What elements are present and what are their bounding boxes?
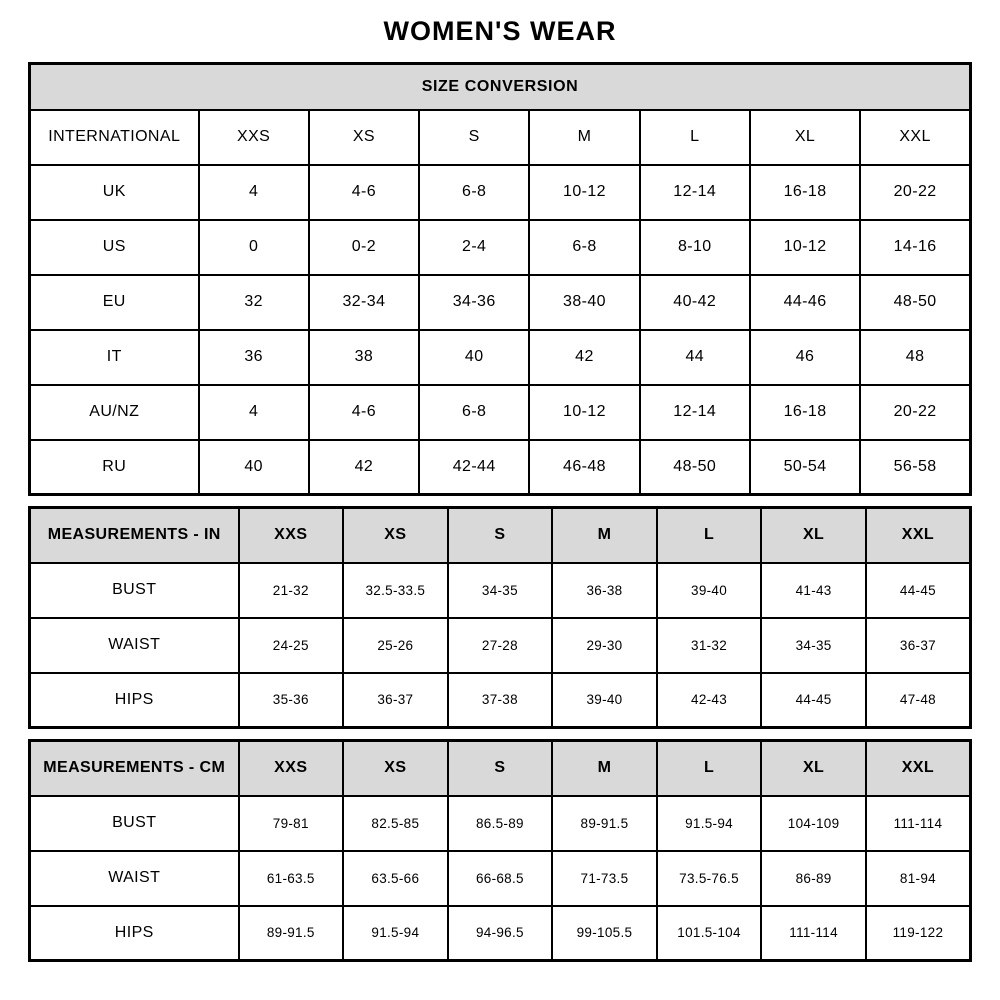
cell: 40 — [199, 440, 309, 495]
cell: 47-48 — [866, 673, 971, 728]
cell: 50-54 — [750, 440, 860, 495]
cell: 86-89 — [761, 851, 866, 906]
cell: 31-32 — [657, 618, 762, 673]
cell: 66-68.5 — [448, 851, 553, 906]
cell: 8-10 — [640, 220, 750, 275]
column-header-xl: XL — [761, 741, 866, 796]
row-label: UK — [30, 165, 199, 220]
cell: 48-50 — [860, 275, 970, 330]
cell: 10-12 — [529, 385, 639, 440]
column-header-xs: XS — [309, 110, 419, 165]
column-header-m: M — [552, 741, 657, 796]
column-header-row — [30, 741, 971, 796]
table-row-hips — [30, 906, 971, 961]
cell: 44-45 — [761, 673, 866, 728]
column-header-xs: XS — [343, 508, 448, 563]
cell: 29-30 — [552, 618, 657, 673]
cell: 63.5-66 — [343, 851, 448, 906]
cell: 111-114 — [866, 796, 971, 851]
table-title-row — [30, 64, 971, 110]
cell: 42-44 — [419, 440, 529, 495]
cell: 6-8 — [419, 165, 529, 220]
cell: 27-28 — [448, 618, 553, 673]
row-label: WAIST — [30, 618, 239, 673]
cell: 42 — [529, 330, 639, 385]
table-row-uk — [30, 165, 971, 220]
column-header-international: INTERNATIONAL — [30, 110, 199, 165]
cell: 6-8 — [529, 220, 639, 275]
cell: 10-12 — [529, 165, 639, 220]
page-title: WOMEN'S WEAR — [383, 16, 617, 46]
cell: 12-14 — [640, 385, 750, 440]
cell: 24-25 — [239, 618, 344, 673]
row-label: US — [30, 220, 199, 275]
cell: 34-35 — [448, 563, 553, 618]
cell: 39-40 — [657, 563, 762, 618]
column-header-xs: XS — [343, 741, 448, 796]
table-row-it — [30, 330, 971, 385]
column-header-xxs: XXS — [239, 741, 344, 796]
cell: 32-34 — [309, 275, 419, 330]
column-header-xxs: XXS — [199, 110, 309, 165]
measurements-in-title: MEASUREMENTS - IN — [30, 508, 239, 563]
table-row-waist — [30, 851, 971, 906]
cell: 40 — [419, 330, 529, 385]
column-header-xxl: XXL — [860, 110, 970, 165]
cell: 56-58 — [860, 440, 970, 495]
cell: 48 — [860, 330, 970, 385]
cell: 73.5-76.5 — [657, 851, 762, 906]
cell: 48-50 — [640, 440, 750, 495]
column-header-row — [30, 508, 971, 563]
cell: 89-91.5 — [239, 906, 344, 961]
cell: 25-26 — [343, 618, 448, 673]
cell: 89-91.5 — [552, 796, 657, 851]
cell: 82.5-85 — [343, 796, 448, 851]
column-header-xxs: XXS — [239, 508, 344, 563]
cell: 44 — [640, 330, 750, 385]
column-header-m: M — [529, 110, 639, 165]
cell: 46-48 — [529, 440, 639, 495]
cell: 44-46 — [750, 275, 860, 330]
column-header-xxl: XXL — [866, 741, 971, 796]
table-row-bust — [30, 563, 971, 618]
column-header-l: L — [657, 741, 762, 796]
cell: 16-18 — [750, 165, 860, 220]
table-row-hips — [30, 673, 971, 728]
cell: 86.5-89 — [448, 796, 553, 851]
row-label: BUST — [30, 563, 239, 618]
cell: 39-40 — [552, 673, 657, 728]
cell: 0-2 — [309, 220, 419, 275]
cell: 79-81 — [239, 796, 344, 851]
cell: 101.5-104 — [657, 906, 762, 961]
cell: 21-32 — [239, 563, 344, 618]
column-header-xl: XL — [761, 508, 866, 563]
column-header-s: S — [448, 741, 553, 796]
column-header-s: S — [448, 508, 553, 563]
table-row-aunz — [30, 385, 971, 440]
cell: 14-16 — [860, 220, 970, 275]
table-row-eu — [30, 275, 971, 330]
column-header-l: L — [640, 110, 750, 165]
cell: 71-73.5 — [552, 851, 657, 906]
cell: 38 — [309, 330, 419, 385]
row-label: RU — [30, 440, 199, 495]
cell: 94-96.5 — [448, 906, 553, 961]
cell: 81-94 — [866, 851, 971, 906]
cell: 35-36 — [239, 673, 344, 728]
cell: 2-4 — [419, 220, 529, 275]
row-label: AU/NZ — [30, 385, 199, 440]
column-header-l: L — [657, 508, 762, 563]
row-label: IT — [30, 330, 199, 385]
cell: 91.5-94 — [343, 906, 448, 961]
measurements-in-table — [28, 506, 972, 729]
cell: 104-109 — [761, 796, 866, 851]
column-header-xl: XL — [750, 110, 860, 165]
cell: 46 — [750, 330, 860, 385]
cell: 42 — [309, 440, 419, 495]
cell: 119-122 — [866, 906, 971, 961]
row-label: EU — [30, 275, 199, 330]
column-header-m: M — [552, 508, 657, 563]
cell: 4 — [199, 385, 309, 440]
cell: 34-36 — [419, 275, 529, 330]
row-label: BUST — [30, 796, 239, 851]
cell: 37-38 — [448, 673, 553, 728]
cell: 34-35 — [761, 618, 866, 673]
cell: 36-38 — [552, 563, 657, 618]
cell: 20-22 — [860, 385, 970, 440]
table-row-ru — [30, 440, 971, 495]
size-conversion-table — [28, 62, 972, 496]
cell: 91.5-94 — [657, 796, 762, 851]
cell: 4-6 — [309, 165, 419, 220]
row-label: HIPS — [30, 906, 239, 961]
cell: 61-63.5 — [239, 851, 344, 906]
cell: 32 — [199, 275, 309, 330]
cell: 36-37 — [343, 673, 448, 728]
cell: 36 — [199, 330, 309, 385]
cell: 10-12 — [750, 220, 860, 275]
column-header-xxl: XXL — [866, 508, 971, 563]
cell: 99-105.5 — [552, 906, 657, 961]
cell: 20-22 — [860, 165, 970, 220]
table-row-us — [30, 220, 971, 275]
table-row-waist — [30, 618, 971, 673]
measurements-cm-title: MEASUREMENTS - CM — [30, 741, 239, 796]
cell: 41-43 — [761, 563, 866, 618]
cell: 6-8 — [419, 385, 529, 440]
cell: 0 — [199, 220, 309, 275]
row-label: WAIST — [30, 851, 239, 906]
cell: 32.5-33.5 — [343, 563, 448, 618]
cell: 40-42 — [640, 275, 750, 330]
row-label: HIPS — [30, 673, 239, 728]
cell: 44-45 — [866, 563, 971, 618]
column-header-s: S — [419, 110, 529, 165]
cell: 12-14 — [640, 165, 750, 220]
size-conversion-title: SIZE CONVERSION — [30, 64, 971, 110]
cell: 111-114 — [761, 906, 866, 961]
table-row-bust — [30, 796, 971, 851]
column-header-row — [30, 110, 971, 165]
measurements-cm-table — [28, 739, 972, 962]
cell: 42-43 — [657, 673, 762, 728]
cell: 4-6 — [309, 385, 419, 440]
cell: 16-18 — [750, 385, 860, 440]
cell: 4 — [199, 165, 309, 220]
cell: 36-37 — [866, 618, 971, 673]
cell: 38-40 — [529, 275, 639, 330]
